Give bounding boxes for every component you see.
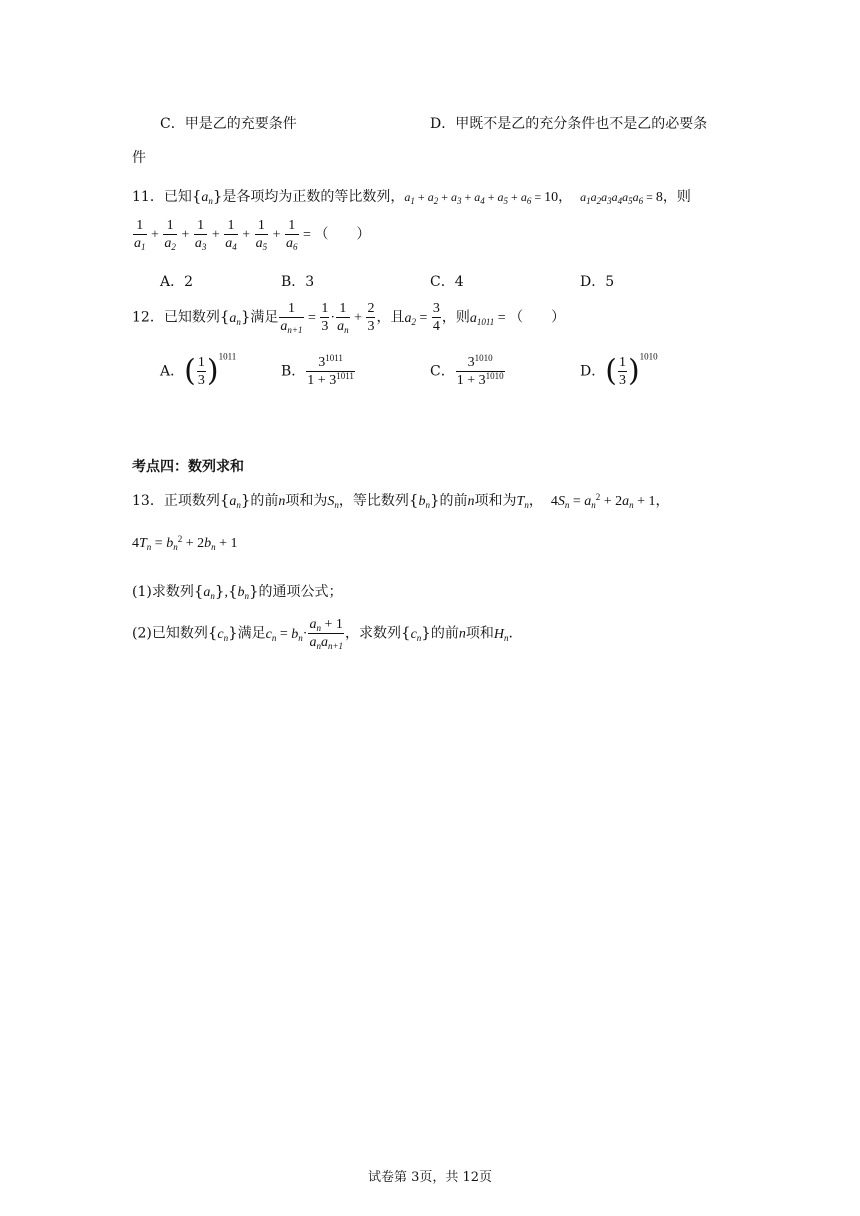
q11-number: 11． <box>132 189 164 205</box>
q12-option-c: C． $\frac{3^{1010}}{1 + 3^{1010}}$ <box>430 353 504 388</box>
q11-then: ，则 <box>662 189 691 205</box>
q11-expression: $\frac{1}{a_1}$ + $\frac{1}{a_2}$ + $\frac{1}{a_3}$ + $\frac{1}{a_4}$ + $\frac{1}{a_5}$ + $\frac{1}{a_6}$ = （ ） <box>134 218 371 252</box>
q12-number: 12． <box>132 309 164 326</box>
q11-blank: （ ） <box>314 226 371 243</box>
section-title: 考点四：数列求和 <box>132 459 244 475</box>
q13-number: 13． <box>132 493 164 509</box>
q10-option-d-wrap: 件 <box>132 150 146 166</box>
q12-stem: 12．已知数列$\{a_n\}$满足 $\frac{1}{a_{n+1}}$ = $\frac{1}{3}$ · $\frac{1}{a_n}$ + $\frac{2}{3}$ ，且$a_2$ = $\frac{3}{4}$ ，则$a_{1011}$ = （ ） <box>132 301 566 335</box>
q11-suffix: 是各项均为正数的等比数列， <box>222 189 405 205</box>
q10-option-d: D．甲既不是乙的充分条件也不是乙的必要条 <box>430 116 708 132</box>
q10-option-c: C．甲是乙的充要条件 <box>160 116 297 132</box>
q11-sum-value: 10 <box>544 190 559 205</box>
q12-then: ，则 <box>441 309 470 326</box>
q11-prefix: 已知 <box>163 189 192 205</box>
q13-part1: (1)求数列$\{a_n\},\{b_n\}$的通项公式； <box>132 582 343 601</box>
q12-option-b: B． $\frac{3^{1011}}{1 + 3^{1011}}$ <box>281 353 354 388</box>
q11-stem: 11．已知$\{a_n\}$是各项均为正数的等比数列，$a_1 + a_2 + a_3 + a_4 + a_5 + a_6 = 10$， $a_1a_2a_3a_4a_5a_6 = 8$，则 <box>132 187 691 206</box>
q11-product-value: 8 <box>655 190 663 205</box>
q12-satisfies: 满足 <box>250 309 279 326</box>
q12-and: ，且 <box>376 309 405 326</box>
q11-option-c: C．4 <box>430 274 464 290</box>
q12-option-d: D．( $\frac{1}{3}$ )$^{1010}$ <box>580 351 658 389</box>
q13-stem: 13．正项数列$\{a_n\}$的前n项和为$S_n$，等比数列$\{b_n\}$的前n项和为$T_n$， $4S_n = a_n^2 + 2a_n + 1$， <box>132 491 670 510</box>
q13-equation-t: $4T_n = b_n^2 + 2b_n + 1$ <box>132 534 238 552</box>
q12-option-a: A．( $\frac{1}{3}$ )$^{1011}$ <box>160 351 237 389</box>
q11-option-d: D．5 <box>580 274 615 290</box>
page-footer: 试卷第 3页，共 12页 <box>367 1170 493 1185</box>
q11-option-b: B．3 <box>281 274 315 290</box>
q12-prefix: 已知数列 <box>163 309 220 326</box>
q12-blank: （ ） <box>509 309 566 326</box>
q13-part2: (2)已知数列$\{c_n\}$满足$c_n = b_n\cdot$ $\frac{a_n + 1}{a_na_{n+1}}$ ，求数列$\{c_n\}$的前n项和$H_n$. <box>132 617 513 651</box>
q11-option-a: A．2 <box>160 274 194 290</box>
